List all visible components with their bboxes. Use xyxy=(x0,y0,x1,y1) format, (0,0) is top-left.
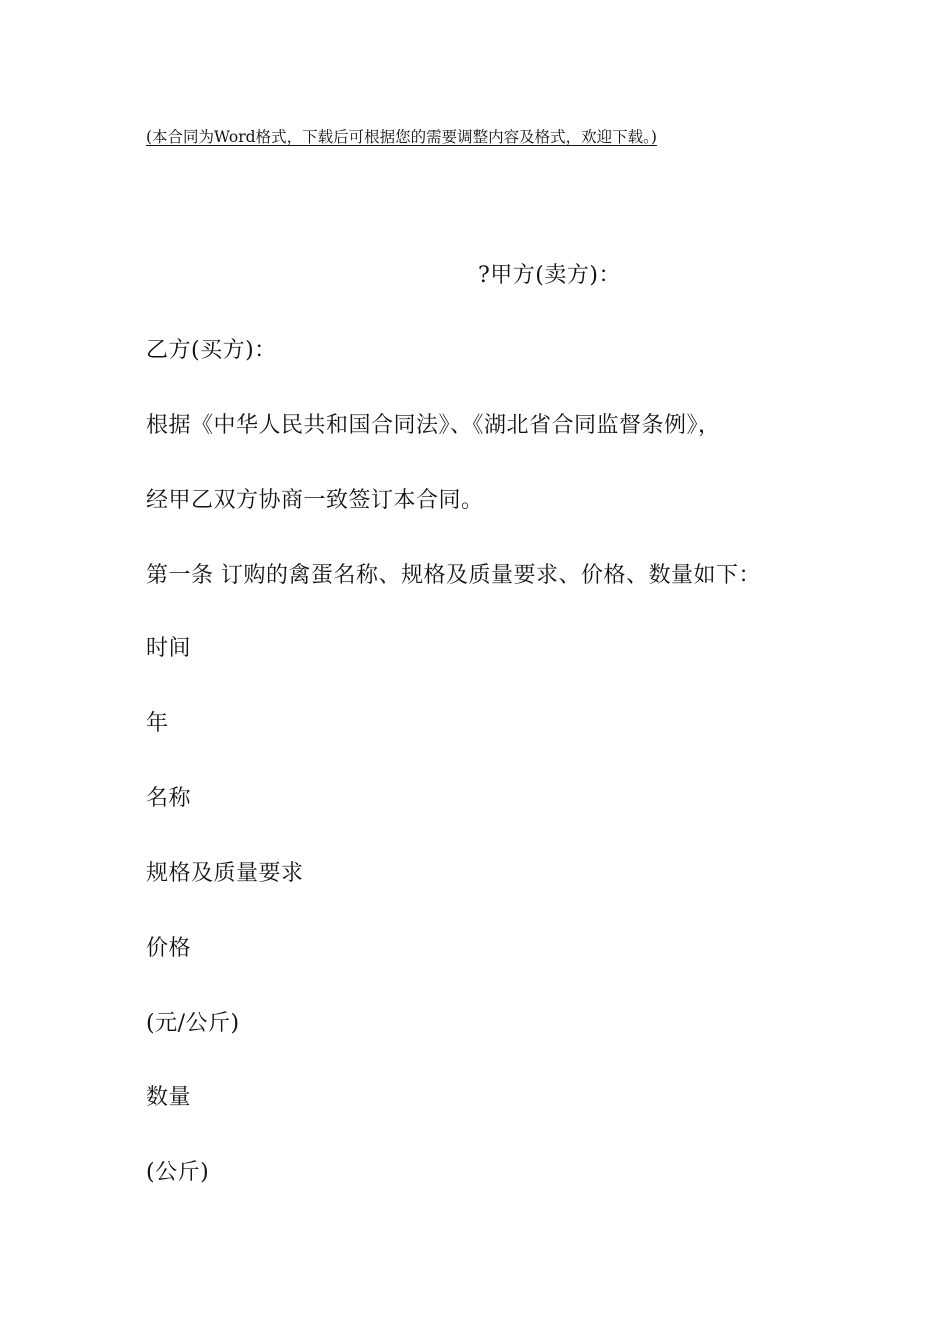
table-header-time: 时间 xyxy=(146,636,192,661)
table-header-year: 年 xyxy=(146,711,169,736)
format-notice: (本合同为Word格式，下载后可根据您的需要调整内容及格式，欢迎下载。) xyxy=(146,128,657,146)
table-header-quantity: 数量 xyxy=(146,1085,192,1110)
table-header-quantity-unit: (公斤) xyxy=(146,1160,210,1185)
party-b-line: 乙方(买方)： xyxy=(146,338,277,363)
table-header-price: 价格 xyxy=(146,936,192,961)
table-header-price-unit: (元/公斤) xyxy=(146,1011,240,1036)
party-a-line: ?甲方(卖方)： xyxy=(478,263,621,288)
legal-basis-line: 根据《中华人民共和国合同法》、《湖北省合同监督条例》， xyxy=(146,413,721,438)
table-header-spec: 规格及质量要求 xyxy=(146,861,304,886)
table-header-name: 名称 xyxy=(146,786,192,811)
agreement-line: 经甲乙双方协商一致签订本合同。 xyxy=(146,488,484,513)
article-1-heading: 第一条 订购的禽蛋名称、规格及质量要求、价格、数量如下： xyxy=(146,563,761,588)
